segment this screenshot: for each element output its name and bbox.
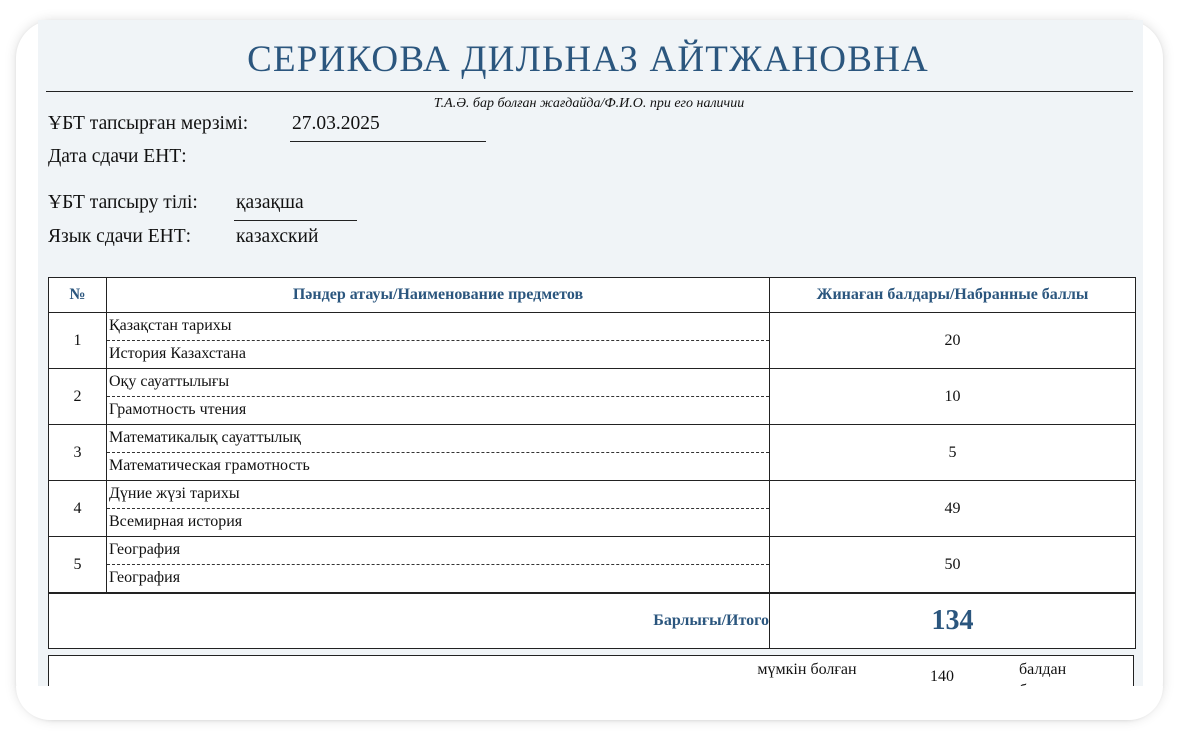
subject-name-ru: История Казахстана	[109, 345, 246, 362]
exam-date-value: 27.03.2025	[292, 113, 380, 134]
certificate-sheet	[38, 20, 1143, 686]
table-row	[49, 425, 1136, 481]
card-bottom-edge	[16, 686, 1163, 720]
subject-name-ru: География	[109, 569, 181, 586]
exam-language-value-kz: қазақша	[236, 192, 304, 213]
row-number: 3	[49, 425, 107, 481]
possible-label-kz: мүмкін болған	[757, 661, 857, 678]
total-score: 134	[770, 593, 1136, 649]
header-score: Жинаған балдары/Набранные баллы	[770, 278, 1136, 313]
exam-date-label-ru: Дата сдачи ЕНТ:	[48, 146, 187, 167]
subject-name-kz: Дүние жүзі тарихы	[107, 481, 769, 509]
exam-language-underline	[234, 220, 357, 221]
header-subject: Пәндер атауы/Наименование предметов	[107, 278, 770, 313]
table-row	[49, 481, 1136, 537]
exam-date-underline	[290, 141, 486, 142]
title-underline	[46, 91, 1133, 92]
subject-name-kz: Математикалық сауаттылық	[107, 425, 769, 453]
subject-name-ru: Всемирная история	[109, 513, 243, 530]
table-row	[49, 369, 1136, 425]
subject-cell	[107, 369, 770, 425]
subject-score: 50	[770, 537, 1136, 594]
subject-score: 5	[770, 425, 1136, 481]
row-number: 2	[49, 369, 107, 425]
subject-cell	[107, 425, 770, 481]
possible-max-score: 140	[930, 668, 954, 685]
table-row	[49, 537, 1136, 594]
subject-name-kz: Оқу сауаттылығы	[107, 369, 769, 397]
table-header-row	[49, 278, 1136, 313]
subject-score: 10	[770, 369, 1136, 425]
total-row	[49, 593, 1136, 649]
exam-date-label-kz: ҰБТ тапсырған мерзімі:	[48, 113, 249, 134]
exam-language-value-ru: казахский	[236, 226, 319, 247]
row-number: 4	[49, 481, 107, 537]
exam-language-label-kz: ҰБТ тапсыру тілі:	[48, 192, 198, 213]
scores-table	[48, 277, 1136, 649]
row-number: 5	[49, 537, 107, 594]
table-row	[49, 313, 1136, 369]
possible-unit-kz: балдан	[1019, 661, 1067, 678]
name-caption: Т.А.Ә. бар болған жағдайда/Ф.И.О. при его наличии	[433, 96, 745, 111]
subject-name-kz: География	[107, 537, 769, 565]
subject-name-ru: Математическая грамотность	[109, 457, 310, 474]
subject-name-ru: Грамотность чтения	[109, 401, 247, 418]
total-label: Барлығы/Итого	[49, 593, 770, 649]
subject-name-kz: Қазақстан тарихы	[107, 313, 769, 341]
subject-cell	[107, 481, 770, 537]
header-number: №	[49, 278, 107, 313]
row-number: 1	[49, 313, 107, 369]
exam-language-label-ru: Язык сдачи ЕНТ:	[48, 226, 192, 247]
subject-cell	[107, 313, 770, 369]
subject-score: 20	[770, 313, 1136, 369]
subject-score: 49	[770, 481, 1136, 537]
full-name-title: СЕРИКОВА ДИЛЬНАЗ АЙТЖАНОВНА	[247, 39, 929, 80]
subject-cell	[107, 537, 770, 594]
